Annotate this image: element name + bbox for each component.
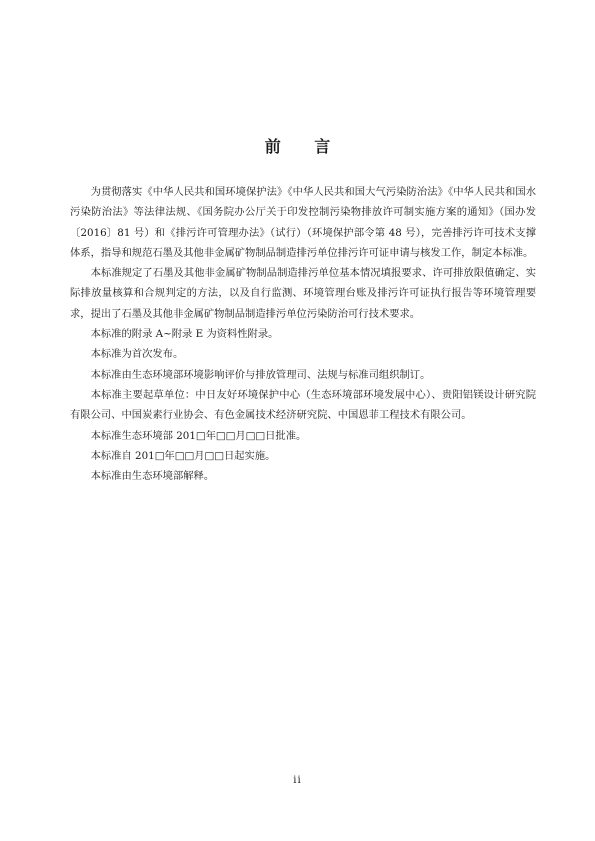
paragraph-scope: 本标准规定了石墨及其他非金属矿物制品制造排污单位基本情况填报要求、许可排放限值确定、实际排放量核算和合规判定的方法，以及自行监测、环境管理台账及排污许可证执行报告等环境管理要求，提出了石墨及其他非金属矿物制品制造排污单位污染防治可行技术要求。: [70, 267, 536, 320]
paragraph-approval: 本标准生态环境部 201□年□□月□□日批准。: [90, 429, 307, 442]
paragraph-drafters: 本标准主要起草单位：中日友好环境保护中心（生态环境部环境发展中心）、贵阳铝镁设计研究院有限公司、中国炭素行业协会、有色金属技术经济研究院、中国恩菲工程技术有限公司。: [70, 388, 536, 422]
paragraph-organizer: 本标准由生态环境部环境影响评价与排放管理司、法规与标准司组织制订。: [90, 368, 431, 381]
paragraph-interpretation: 本标准由生态环境部解释。: [90, 470, 215, 483]
paragraph-implementation: 本标准自 201□年□□月□□日起实施。: [90, 449, 276, 462]
paragraph-first-release: 本标准为首次发布。: [90, 348, 184, 361]
preface-body: [70, 182, 536, 486]
page-number: ii: [293, 775, 302, 786]
paragraph-appendix: 本标准的附录 A~附录 E 为资料性附录。: [90, 328, 279, 341]
paragraph-purpose: 为贯彻落实《中华人民共和国环境保护法》《中华人民共和国大气污染防治法》《中华人民共和国水污染防治法》等法律法规、《国务院办公厅关于印发控制污染物排放许可制实施方案的通知》（国办发〔2016〕81 号）和《排污许可管理办法》（试行）（环境保护部令第 48 号），完善排污许可技术支撑体系，指导和规范石墨及其他非金属矿物制品制造排污单位排污许可证申请与核发工作，制定本标准。: [70, 186, 536, 259]
page-title: 前 言: [264, 137, 345, 156]
